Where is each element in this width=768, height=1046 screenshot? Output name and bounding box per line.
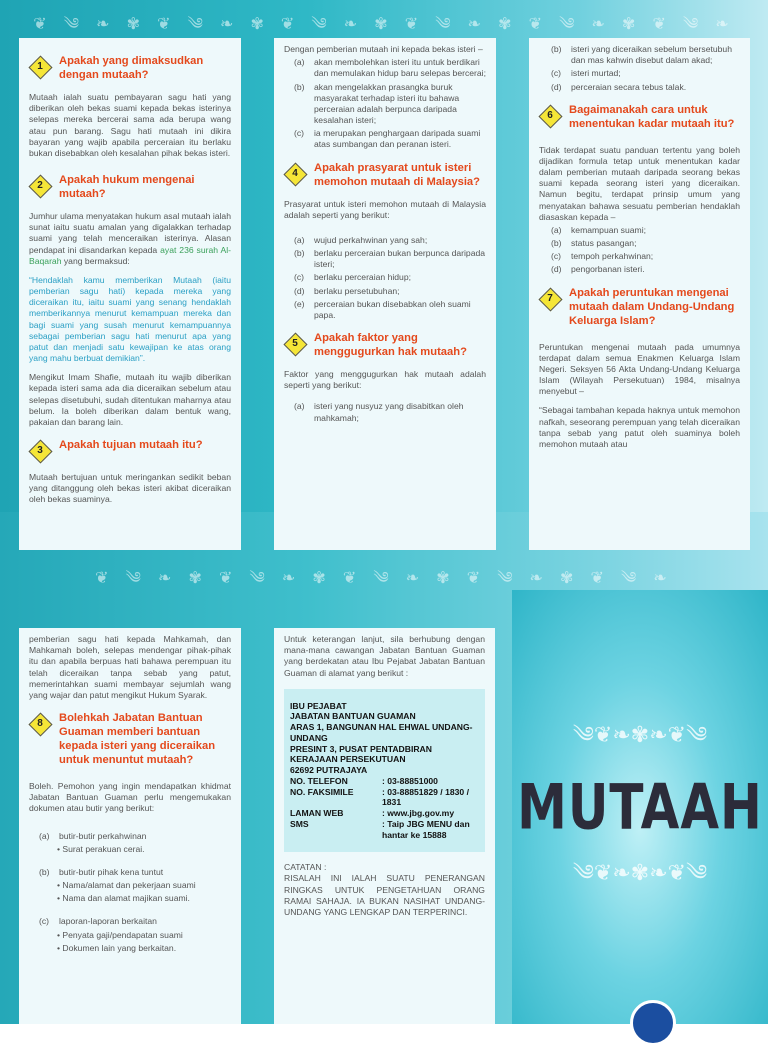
contact-website: LAMAN WEB : www.jbg.gov.my xyxy=(290,808,455,819)
contact-phone: NO. TELEFON : 03-88851000 xyxy=(290,775,438,786)
basis-list xyxy=(551,225,740,276)
number-badge: 4 xyxy=(284,163,306,185)
forfeit-list-continued xyxy=(551,44,740,93)
address-line: PRESINT 3, PUSAT PENTADBIRAN KERAJAAN PERSEKUTUAN xyxy=(290,743,432,765)
question-title: Apakah tujuan mutaah itu? xyxy=(59,439,203,452)
ornament-top: ❦ ༄ ❧ ✾ ❦ ༄ ❧ ✾ ❦ ༄ ❧ ✾ ❦ ༄ ❧ ✾ ❦ ༄ ❧ ✾ ❦ ༄ ❧ xyxy=(33,14,735,33)
panel-3 xyxy=(529,38,750,550)
paragraph: Tidak terdapat suatu panduan tertentu yang boleh dijadikan formula tetap untuk menentukan kadar dalam pemberian mutaah daripada seorang bekas suami kepada seorang isteri yang diceraikan. Namun begitu, terdapat prinsip umum yang menyatakan bahawa sesuatu pemberian hendaklah diasaskan kepada – xyxy=(539,144,740,222)
question-3 xyxy=(29,438,231,462)
number-badge: 3 xyxy=(29,440,51,462)
list-item: (c) ia merupakan penghargaan daripada suami atas sumbangan dan peranan isteri. xyxy=(294,128,481,150)
address-line: JABATAN BANTUAN GUAMAN xyxy=(290,711,416,722)
address-box xyxy=(284,689,485,853)
panel-4 xyxy=(19,628,241,1024)
forfeit-list xyxy=(294,401,486,423)
address-line: ARAS 1, BANGUNAN HAL EHWAL UNDANG-UNDANG xyxy=(290,722,473,743)
paragraph: Mengikut Imam Shafie, mutaah itu wajib diberikan kepada isteri sama ada dia diceraikan sebelum atau selepas disetubuhi, sudah ditentukan maharnya atau belum. Ia boleh diberikan dalam bentuk wang, pakaian dan barang lain. xyxy=(29,372,231,427)
paragraph: Mutaah ialah suatu pembayaran sagu hati yang diberikan oleh bekas suami kepada bekas isterinya selepas mereka bercerai sama ada berupa wang atau pun barang. Sagu hati mutaah ini dikira bayaran yang wajib apabila perceraian itu berlaku bukan disebabkan oleh kesalahan pihak bekas isteri. xyxy=(29,92,231,158)
ornament-cover-bottom: ༄❦❧✾❧❦༄ xyxy=(572,861,708,886)
paragraph: Jumhur ulama menyatakan hukum asal mutaah ialah sunat iaitu suatu amalan yang digalakkan terhadap suami yang telah menceraikan isterinya. Alasan pendapat ini disandarkan kepada ayat 236 surah Al-Baqarah yang bermaksud: xyxy=(29,211,231,266)
list-item: (c) isteri murtad; xyxy=(551,68,621,79)
question-8 xyxy=(29,711,231,767)
number-badge: 5 xyxy=(284,333,306,355)
question-title: Apakah hukum mengenai mutaah? xyxy=(59,174,195,201)
document-list xyxy=(39,831,231,954)
paragraph: Peruntukan mengenai mutaah pada umumnya terdapat dalam semua Enakmen Keluarga Islam Negeri. Seksyen 56 Akta Undang-Undang Keluarga Islam (Wilayah Persekutuan) 1984, misalnya menyebut – xyxy=(539,341,740,397)
contact-sms: SMS : Taip JBG MENU dan hantar ke 15888 xyxy=(290,818,470,840)
panel-1 xyxy=(19,38,241,550)
list-item: (b) berlaku perceraian bukan berpunca daripada isteri; xyxy=(294,248,486,270)
paragraph: Boleh. Pemohon yang ingin mendapatkan khidmat Jabatan Bantuan Guaman perlu mengemukakan dokumen atau butir yang berikut: xyxy=(29,781,231,814)
bullet-item: • Penyata gaji/pendapatan suami xyxy=(57,929,183,940)
list-item: (b) status pasangan; xyxy=(551,238,637,249)
paragraph: Prasyarat untuk isteri memohon mutaah di Malaysia adalah seperti yang berikut: xyxy=(284,198,486,220)
bullet-item: • Nama dan alamat majikan suami. xyxy=(57,893,190,904)
logo-emblem xyxy=(630,1000,676,1046)
note-label: CATATAN : xyxy=(284,862,327,873)
question-2 xyxy=(29,173,231,201)
question-title: Apakah faktor yang menggugurkan hak mutaah? xyxy=(314,332,467,359)
list-item: (c) laporan-laporan berkaitan xyxy=(39,916,157,927)
list-item: (a) kemampuan suami; xyxy=(551,224,646,235)
bullet-item: • Dokumen lain yang berkaitan. xyxy=(57,942,177,953)
note-text: RISALAH INI IALAH SUATU PENERANGAN RINGKAS UNTUK PENGETAHUAN ORANG RAMAI SAHAJA. IA BUKAN NASIHAT UNDANG-UNDANG YANG LENGKAP DAN TERPERINCI. xyxy=(284,873,485,917)
question-title: Apakah yang dimaksudkan dengan mutaah? xyxy=(59,55,204,81)
paragraph: Untuk keterangan lanjut, sila berhubung dengan mana-mana cawangan Jabatan Bantuan Guaman yang berdekatan atau Ibu Pejabat Jabatan Bantuan Guaman di alamat yang berikut : xyxy=(284,634,485,678)
question-title: Bolehkah Jabatan Bantuan Guaman memberi bantuan kepada isteri yang diceraikan untuk menuntut mutaah? xyxy=(59,712,216,767)
number-badge: 6 xyxy=(539,105,561,127)
question-title: Apakah peruntukan mengenai mutaah dalam Undang-Undang Keluarga Islam? xyxy=(569,286,735,327)
paragraph: Mutaah bertujuan untuk meringankan sedikit beban yang ditanggung oleh bekas isteri akibat diceraikan oleh bekas suaminya. xyxy=(29,472,231,505)
list-item: (b) akan mengelakkan prasangka buruk masyarakat terhadap isteri itu bahawa perceraian adalah berpunca daripada kesalahan isteri; xyxy=(294,81,460,126)
act-quote: “Sebagai tambahan kepada haknya untuk memohon nafkah, seseorang perempuan yang telah diceraikan tanpa sebab yang patut oleh suaminya boleh memohon mutaah atau xyxy=(539,405,740,449)
ornament-cover-top: ༄❦❧✾❧❦༄ xyxy=(572,723,708,748)
list-item: (a) isteri yang nusyuz yang disabitkan oleh mahkamah; xyxy=(294,401,464,423)
question-title: Apakah prasyarat untuk isteri memohon mutaah di Malaysia? xyxy=(314,161,480,188)
quran-reference-link: ayat 236 surah Al-Baqarah xyxy=(29,244,231,266)
paragraph: Faktor yang menggugurkan hak mutaah adalah seperti yang berikut: xyxy=(284,369,486,391)
prerequisite-list xyxy=(294,235,486,321)
panel-2 xyxy=(274,38,496,550)
list-item: (a) wujud perkahwinan yang sah; xyxy=(294,234,428,245)
ornament-middle: ❦ ༄ ❧ ✾ ❦ ༄ ❧ ✾ ❦ ༄ ❧ ✾ ❦ ༄ ❧ ✾ ❦ ༄ ❧ xyxy=(95,568,673,587)
number-badge: 2 xyxy=(29,175,51,197)
list-item: (b) butir-butir pihak kena tuntut xyxy=(39,866,164,877)
benefits-list xyxy=(294,57,486,150)
list-item: (c) berlaku perceraian hidup; xyxy=(294,272,411,283)
paragraph: Dengan pemberian mutaah ini kepada bekas isteri – xyxy=(284,44,483,54)
list-item: (b) isteri yang diceraikan sebelum bersetubuh dan mas kahwin disebut dalam akad; xyxy=(551,44,732,66)
address-line: 62692 PUTRAJAYA xyxy=(290,765,368,776)
list-item: (a) akan membolehkan isteri itu untuk berdikari dan memulakan hidup baru selepas bercerai; xyxy=(294,57,486,79)
list-item: (d) perceraian secara tebus talak. xyxy=(551,81,687,92)
list-item: (d) berlaku persetubuhan; xyxy=(294,285,400,296)
bullet-item: • Surat perakuan cerai. xyxy=(57,843,145,854)
list-item: (e) perceraian bukan disebabkan oleh suami papa. xyxy=(294,298,471,320)
list-item: (d) pengorbanan isteri. xyxy=(551,264,645,275)
bullet-item: • Nama/alamat dan pekerjaan suami xyxy=(57,880,196,891)
question-4 xyxy=(284,161,486,189)
number-badge: 1 xyxy=(29,56,51,78)
address-line: IBU PEJABAT xyxy=(290,700,347,711)
list-item: (a) butir-butir perkahwinan xyxy=(39,830,147,841)
number-badge: 8 xyxy=(29,713,51,735)
paragraph: pemberian sagu hati kepada Mahkamah, dan Mahkamah boleh, selepas mendengar pihak-pihak itu dan apabila berpuas hati bahawa perempuan itu telah diceraikan tanpa sebab yang patut, memerintahkan suami membayar sejumlah wang yang wajar dan patut mengikut Hukum Syarak. xyxy=(29,634,231,700)
question-1 xyxy=(29,54,231,82)
contact-fax: NO. FAKSIMILE : 03-88851829 / 1830 / 1831 xyxy=(290,786,469,808)
number-badge: 7 xyxy=(539,288,561,310)
panel-5 xyxy=(274,628,495,1024)
list-item: (c) tempoh perkahwinan; xyxy=(551,251,654,262)
question-7 xyxy=(539,286,740,328)
question-6 xyxy=(539,103,740,131)
quran-quote: “Hendaklah kamu memberikan Mutaah (iaitu pemberian sagu hati) kepada mereka yang diceraikan itu, iaitu suami yang senang hendaklah memberikannya menurut kemampuan mereka dan bagi suami yang susah menurut kemampuannya sebagai pemberian sagu hati menurut apa yang patut dan menjadi satu kewajipan ke atas orang yang mahu berbuat demikian”. xyxy=(29,274,231,364)
cover-panel xyxy=(512,590,768,1024)
question-5 xyxy=(284,331,486,359)
cover-title: MUTAAH xyxy=(517,770,763,844)
question-title: Bagaimanakah cara untuk menentukan kadar mutaah itu? xyxy=(569,103,735,130)
